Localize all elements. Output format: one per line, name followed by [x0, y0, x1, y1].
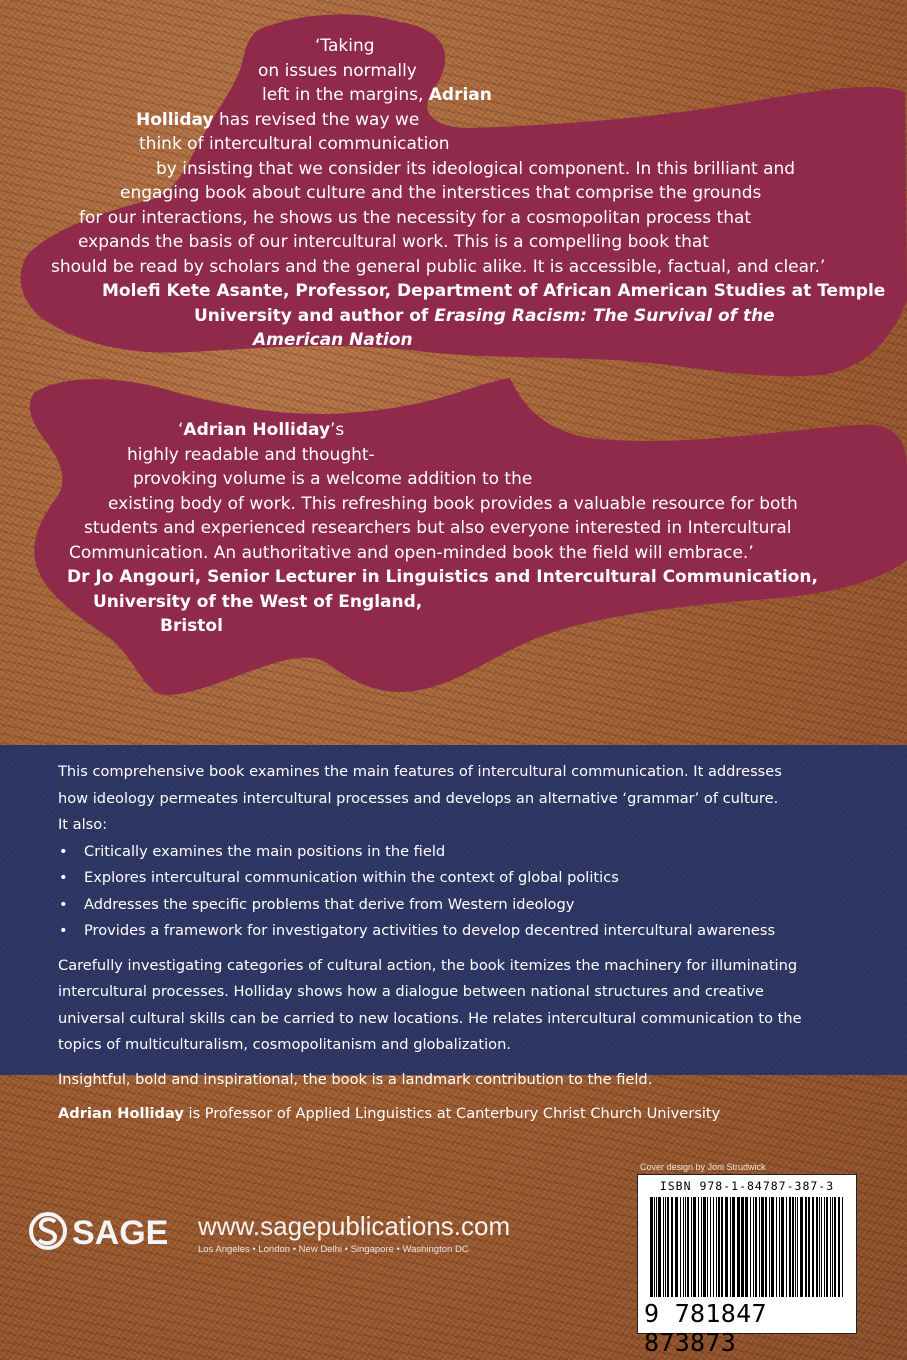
barcode-bar — [665, 1197, 666, 1297]
barcode-bar — [718, 1197, 720, 1297]
publisher-url[interactable]: www.sagepublications.com — [198, 1211, 511, 1241]
barcode-bar — [759, 1197, 760, 1297]
barcode-bar — [786, 1197, 787, 1297]
barcode-bar — [800, 1197, 803, 1297]
quote-line: left in the margins, Adrian — [262, 85, 492, 105]
quote-attribution — [0, 328, 907, 353]
barcode-bar — [824, 1197, 825, 1297]
quote-line: Communication. An authoritative and open-minded book the field will embrace.’ — [69, 542, 754, 563]
quote-attribution: Bristol — [160, 616, 223, 636]
quote-line: existing body of work. This refreshing book provides a valuable resource for both — [108, 493, 798, 514]
barcode-bar — [663, 1197, 664, 1297]
barcode-bar — [771, 1197, 774, 1297]
author-name-first: Adrian — [428, 85, 492, 105]
barcode-bar — [795, 1197, 796, 1297]
isbn-barcode — [637, 1174, 857, 1357]
barcode-bar — [698, 1197, 699, 1297]
barcode-bar — [650, 1197, 653, 1297]
list-item: • Provides a framework for investigatory activities to develop decentred intercultural awareness — [58, 918, 848, 945]
barcode-bar — [832, 1197, 833, 1297]
barcode-bar — [741, 1197, 744, 1297]
quote-line: for our interactions, he shows us the necessity for a cosmopolitan process that — [79, 207, 752, 228]
bullet-icon: • — [59, 895, 68, 913]
paragraph-line: topics of multiculturalism, cosmopolitanism and globalization. — [58, 1036, 511, 1053]
author-bio: Adrian Holliday is Professor of Applied Linguistics at Canterbury Christ Church University — [58, 1105, 721, 1122]
bullet-icon: • — [59, 842, 68, 860]
quote-attribution: University of the West of England, — [93, 591, 423, 612]
barcode-bar — [691, 1197, 692, 1297]
book-title: Erasing Racism: The Survival of the — [434, 305, 775, 326]
description-panel — [0, 745, 907, 1122]
barcode-bar — [721, 1197, 723, 1297]
barcode-bar — [687, 1197, 689, 1297]
author-name-last: Holliday — [136, 109, 214, 130]
quote-line: provoking volume is a welcome addition to the — [133, 469, 533, 489]
barcode-bar — [753, 1197, 754, 1297]
quote-line: on issues normally — [258, 60, 417, 81]
barcode-bar — [667, 1197, 669, 1297]
barcode-bars — [648, 1197, 846, 1297]
quote-attribution: University and author of Erasing Racism: The Survival of the — [194, 305, 775, 326]
barcode-bar — [792, 1197, 794, 1297]
publisher-cities: Los Angeles • London • New Delhi • Singapore • Washington DC — [198, 1244, 469, 1255]
barcode-bar — [816, 1197, 818, 1297]
barcode-bar — [703, 1197, 706, 1297]
sage-logo-text: SAGE — [72, 1214, 169, 1252]
barcode-bar — [683, 1197, 684, 1297]
paragraph — [58, 953, 848, 1059]
barcode-bar — [812, 1197, 814, 1297]
barcode-bar — [656, 1197, 657, 1297]
paragraph-line: Carefully investigating categories of cultural action, the book itemizes the machinery for illuminating — [58, 956, 798, 974]
quote-line: should be read by scholars and the general public alike. It is accessible, factual, and clear.’ — [51, 256, 826, 277]
barcode-bar — [658, 1197, 661, 1297]
barcode-bar — [693, 1197, 696, 1297]
paragraph: Insightful, bold and inspirational, the book is a landmark contribution to the field. — [58, 1070, 653, 1088]
barcode-bar — [716, 1197, 717, 1297]
barcode-bar — [671, 1197, 673, 1297]
quote-line: ‘Taking — [315, 36, 375, 56]
quote-line: ‘Adrian Holliday’s — [178, 420, 345, 440]
feature-list — [58, 839, 848, 945]
paragraph-line: intercultural processes. Holliday shows how a dialogue between national structures and creative — [58, 983, 764, 1000]
barcode-bar — [685, 1197, 686, 1297]
barcode-bar — [830, 1197, 831, 1297]
barcode-bar — [707, 1197, 708, 1297]
quote-line: highly readable and thought- — [127, 444, 375, 465]
barcode-bar — [781, 1197, 784, 1297]
author-name: Adrian Holliday — [183, 420, 331, 440]
barcode-bar — [675, 1197, 678, 1297]
quote-asante — [0, 34, 907, 353]
quote-attribution: Molefi Kete Asante, Professor, Department of African American Studies at Temple — [102, 281, 886, 301]
barcode-bar — [750, 1197, 751, 1297]
barcode-bar — [769, 1197, 770, 1297]
barcode-bar — [808, 1197, 810, 1297]
barcode-bar — [779, 1197, 780, 1297]
barcode-bar — [732, 1197, 735, 1297]
quote-line: engaging book about culture and the interstices that comprise the grounds — [120, 183, 762, 203]
list-item: • Explores intercultural communication within the context of global politics — [58, 865, 848, 892]
barcode-bar — [701, 1197, 702, 1297]
barcode-bar — [730, 1197, 731, 1297]
quote-angouri — [0, 418, 907, 639]
barcode-bar — [838, 1197, 840, 1297]
barcode-bar — [725, 1197, 728, 1297]
barcode-bar — [819, 1197, 820, 1297]
book-title: American Nation — [253, 330, 413, 350]
quote-line: expands the basis of our intercultural work. This is a compelling book that — [78, 232, 709, 252]
list-item: • Critically examines the main positions in the field — [58, 839, 848, 866]
barcode-bar — [821, 1197, 822, 1297]
barcode-bar — [761, 1197, 764, 1297]
barcode-bar — [713, 1197, 714, 1297]
barcode-bar — [826, 1197, 828, 1297]
list-item: • Addresses the specific problems that derive from Western ideology — [58, 892, 848, 919]
barcode-bar — [765, 1197, 767, 1297]
quote-line: Holliday has revised the way we — [136, 109, 420, 130]
barcode-bar — [805, 1197, 807, 1297]
barcode-digits: 9 781847 873873 — [644, 1299, 767, 1357]
barcode-bar — [745, 1197, 748, 1297]
quote-line: students and experienced researchers but also everyone interested in Intercultural — [84, 518, 792, 538]
barcode-bar — [755, 1197, 757, 1297]
barcode-bar — [842, 1197, 843, 1297]
barcode-bar — [797, 1197, 798, 1297]
quote-attribution: Dr Jo Angouri, Senior Lecturer in Linguistics and Intercultural Communication, — [67, 567, 818, 587]
barcode-bar — [680, 1197, 681, 1297]
intro-line: how ideology permeates intercultural processes and develops an alternative ‘grammar’ of culture. — [58, 789, 779, 807]
barcode-bar — [654, 1197, 655, 1297]
barcode-bar — [776, 1197, 777, 1297]
paragraph-line: universal cultural skills can be carried to new locations. He relates intercultural communication to the — [58, 1009, 802, 1027]
quote-line: by insisting that we consider its ideological component. In this brilliant and — [156, 158, 796, 179]
cover-design-credit: Cover design by Joni Strudwick — [640, 1162, 766, 1172]
intro-line: It also: — [58, 816, 108, 833]
sage-logo — [28, 1208, 188, 1258]
quote-line: think of intercultural communication — [139, 134, 450, 154]
bullet-icon: • — [59, 922, 68, 939]
isbn-label: ISBN 978-1-84787-387-3 — [659, 1179, 835, 1193]
barcode-bar — [710, 1197, 711, 1297]
intro-line: This comprehensive book examines the main features of intercultural communication. It addresses — [58, 763, 782, 780]
description-text — [58, 759, 848, 1128]
bullet-icon: • — [59, 869, 68, 886]
barcode-bar — [789, 1197, 791, 1297]
barcode-bar — [737, 1197, 740, 1297]
author-name: Adrian Holliday — [58, 1105, 184, 1122]
barcode-bar — [834, 1197, 836, 1297]
